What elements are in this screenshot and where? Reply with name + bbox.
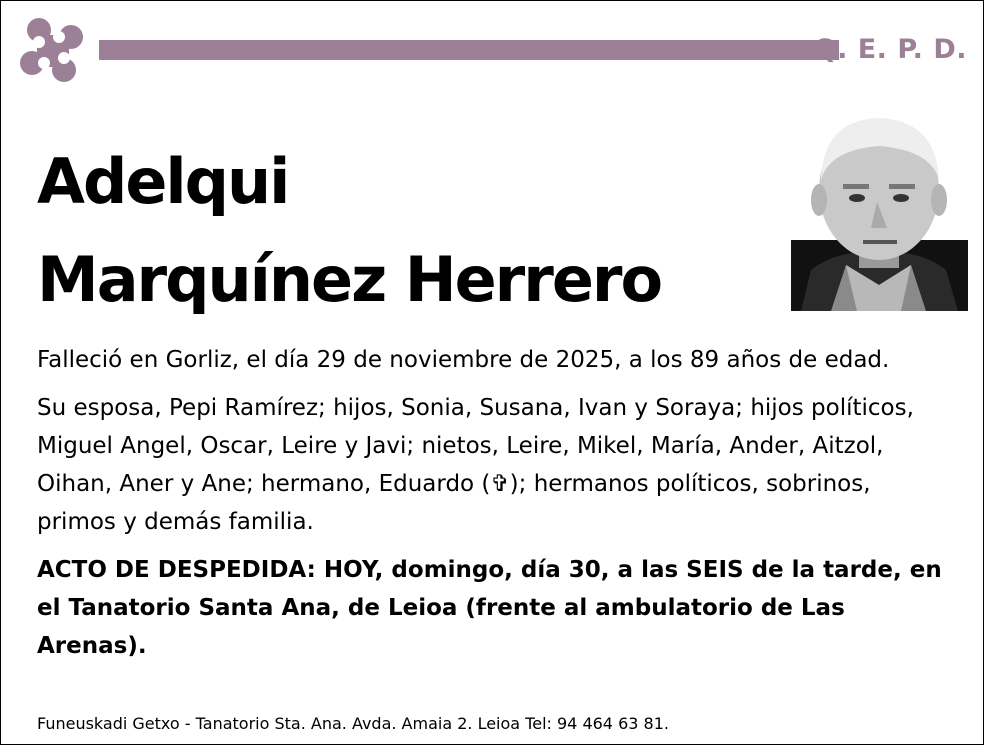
notice-body xyxy=(37,341,947,665)
deceased-surnames: Marquínez Herrero xyxy=(37,243,662,316)
deceased-first-name: Adelqui xyxy=(37,145,289,218)
deceased-name xyxy=(37,133,661,329)
death-notice: Falleció en Gorliz, el día 29 de noviembre de 2025, a los 89 años de edad. xyxy=(37,347,890,373)
header-bar xyxy=(99,40,839,60)
deceased-photo xyxy=(791,110,968,311)
family-list: Su esposa, Pepi Ramírez; hijos, Sonia, Susana, Ivan y Soraya; hijos políticos, Miguel Angel, Oscar, Leire y Javi; nietos, Leire, Mikel, María, Ander, Aitzol, Oihan, Aner y Ane; hermano, Eduardo (✞); hermanos políticos, sobrinos, primos y demás familia. xyxy=(37,395,914,535)
lauburu-icon xyxy=(13,11,93,91)
funeral-home-info: Funeuskadi Getxo - Tanatorio Sta. Ana. Avda. Amaia 2. Leioa Tel: 94 464 63 81. xyxy=(37,714,669,733)
page-title: Q. E. P. D. xyxy=(813,34,967,65)
ceremony-info: ACTO DE DESPEDIDA: HOY, domingo, día 30, a las SEIS de la tarde, en el Tanatorio Santa Ana, de Leioa (frente al ambulatorio de Las Arenas). xyxy=(37,557,942,659)
